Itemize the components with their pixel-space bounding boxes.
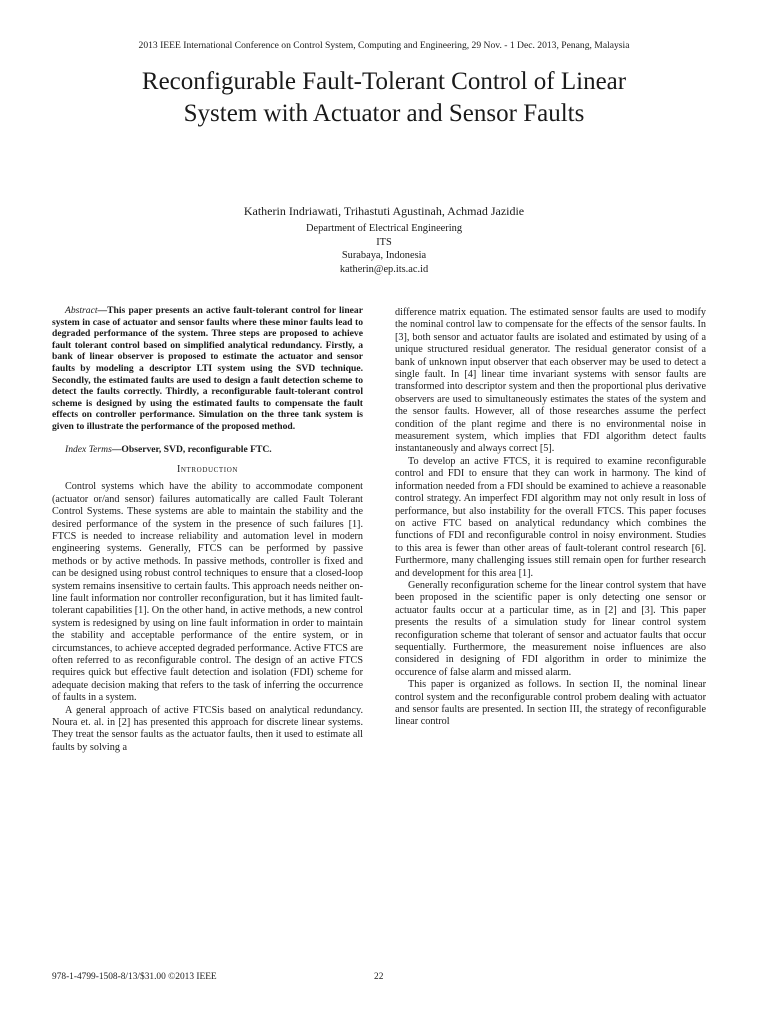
affiliation-block [0,222,768,276]
paragraph: difference matrix equation. The estimated sensor faults are used to modify the nominal control law to compensate for the effects of the sensor faults. In [3], both sensor and actuator faults are isolated and estimated by using of a unique structured residual generator. The residual generator consist of a bank of unknown input observer that each observer may be used to detect a single fault. In [4] linear time invariant systems with sensor faults are transformed into descriptor system and then the proportional plus derivative observers are used to simultaneously estimates the states of the system and the sensor faults. However, all of those researches assume the perfect condition of the plant regime and there is no environmental noise in measurement system, which implies that FDI algorithm detect faults instantaneously and always correct [5]. [395,307,706,455]
copyright-footer: 978-1-4799-1508-8/13/$31.00 ©2013 IEEE [52,972,217,982]
index-terms [52,444,363,456]
conference-header: 2013 IEEE International Conference on Control System, Computing and Engineering, 29 Nov. - 1 Dec. 2013, Penang, Malaysia [138,40,630,51]
section-heading-introduction: Introduction [176,463,239,475]
paragraph: To develop an active FTCS, it is required to examine reconfigurable control and FDI to ensure that they can work in harmony. The kind of information needed from a FDI should be examined to achieve a reasonable control strategy. An imperfect FDI algorithm may not only result in loss of performance, but also instability for the overall FTCS. This paper focuses on active FTC based on analytical redundancy which combines the functions of FDI and reconfigurable control in noisy environment. Studies to this area is fewer than other areas of fault-tolerant control research [6]. Furthermore, many challenging issues still remain open for further research and development for this area [1]. [395,455,706,579]
right-column [395,307,706,729]
abstract-text: —This paper presents an active fault-tolerant control for linear system in case of actuator and sensor faults where these minor faults lead to degraded performance of the system. Three steps are proposed to achieve fault tolerant control based on simplified analytical redundancy. Firstly, a bank of linear observer is proposed to estimate the actuator and sensor faults by modeling a descriptor LTI system using the SVD technique. Secondly, the estimated faults are used to design a fault detection scheme to detect the faults correctly. Thirdly, a reconfigurable fault-tolerant control scheme is designed by using the estimated faults to compensate the fault effects on controller performance. Simulation on the three tank system is given to illustrate the performance of the proposed method. [52,305,363,432]
department: Department of Electrical Engineering [305,223,463,234]
index-terms-lead: Index Terms [65,443,112,455]
paragraph: This paper is organized as follows. In section II, the nominal linear control system and the reconfigurable control probem dealing with actuator and sensor faults are presented. In section III, the strategy of reconfigurable linear control [395,679,706,728]
location: Surabaya, Indonesia [341,250,427,261]
index-terms-text: —Observer, SVD, reconfigurable FTC. [111,443,272,455]
author-email: katherin@ep.its.ac.id [339,263,429,275]
title-line-2: System with Actuator and Sensor Faults [183,100,585,127]
institution: ITS [376,236,392,248]
paragraph: A general approach of active FTCSis based on analytical redundancy. Noura et. al. in [2] has presented this approach for discrete linear systems. They treat the sensor faults as the actuator faults, then it used to estimate all faults by solving a [52,704,363,753]
abstract [52,305,363,433]
paper-title [40,66,728,130]
paragraph: Control systems which have the ability to accommodate component (actuator or/and sensor) failures automatically are called Fault Tolerant Control Systems. These systems are able to maintain the stability and the desired performance of the system in the presence of such failures [1]. FTCS is needed to increase reliability and automation level in modern engineering systems. Generally, FTCS can be performed by passive methods or by active methods. In passive methods, controller is fixed and can be designed using robust control techniques to ensure that a closed-loop system remains insensitive to certain faults. This approach needs neither on-line fault information nor controller reconfiguration, but it has limited fault-tolerant capabilities [1]. On the other hand, in active methods, a new control system is redesigned by using on line fault information in order to maintain the stability and acceptable performance of the entire system, or in circumstances, to achieve accepted degraded performance. Active FTCS are often referred to as reconfigurable control. The design of an active FTCS requires quick but effective fault detection and isolation (FDI) scheme for adequate decision making that refers to the task of inferring the occurrence of faults in a system. [52,481,363,704]
author-list: Katherin Indriawati, Trihastuti Agustinah, Achmad Jazidie [243,204,525,218]
left-column [52,305,363,754]
page-number: 22 [374,972,384,982]
paragraph: Generally reconfiguration scheme for the linear control system that have been proposed in the scientific paper is only detecting one sensor or actuator faults occur at a particular time, as in [2] and [3]. This paper presents the results of a simulation study for linear control system reconfiguration scheme that tolerant of sensor and actuator faults that occur sequentially. Furthermore, the measurement noise influences are also considered in designing of FDI algorithm in order to minimize the occurence of false alarm and missed alarm. [395,579,706,678]
abstract-lead: Abstract [65,305,98,316]
title-line-1: Reconfigurable Fault-Tolerant Control of Linear [141,68,627,95]
